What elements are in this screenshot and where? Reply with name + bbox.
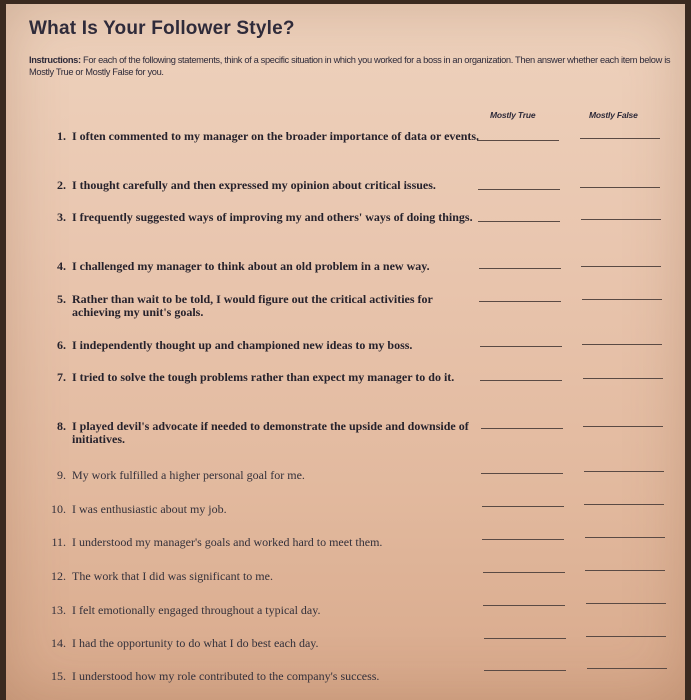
item-text: The work that I did was significant to me.: [72, 569, 273, 583]
item-number: 1.: [57, 129, 66, 143]
item-number: 15.: [51, 669, 66, 683]
item-number: 5.: [57, 292, 66, 306]
item-number: 3.: [57, 210, 66, 224]
item-text: I understood how my role contributed to the company's success.: [72, 669, 380, 683]
answer-blank-false-10[interactable]: [584, 504, 664, 505]
answer-blank-false-2[interactable]: [580, 187, 660, 188]
item-text: I challenged my manager to think about an old problem in a new way.: [72, 259, 430, 273]
item-text: Rather than wait to be told, I would figure out the critical activities for achieving my unit's goals.: [72, 292, 433, 319]
answer-blank-true-1[interactable]: [477, 140, 559, 141]
item-number: 14.: [51, 636, 66, 650]
item-number: 13.: [51, 603, 66, 617]
item-text: I was enthusiastic about my job.: [72, 502, 227, 516]
item-number: 4.: [57, 259, 66, 273]
item-number: 11.: [51, 535, 66, 549]
item-number: 2.: [57, 178, 66, 192]
item-text: I felt emotionally engaged throughout a typical day.: [72, 603, 321, 617]
answer-blank-true-10[interactable]: [482, 506, 564, 507]
answer-blank-true-8[interactable]: [481, 428, 563, 429]
instructions-label: Instructions:: [29, 55, 81, 65]
answer-blank-true-6[interactable]: [480, 346, 562, 347]
answer-blank-true-7[interactable]: [480, 380, 562, 381]
answer-blank-false-8[interactable]: [583, 426, 663, 427]
item-text: I tried to solve the tough problems rather than expect my manager to do it.: [72, 370, 455, 384]
column-header-mostly-true: Mostly True: [490, 110, 536, 120]
questionnaire-page: [6, 4, 685, 700]
answer-blank-false-14[interactable]: [586, 636, 666, 637]
answer-blank-false-11[interactable]: [585, 537, 665, 538]
item-number: 10.: [51, 502, 66, 516]
item-text: I had the opportunity to do what I do best each day.: [72, 636, 319, 650]
item-text: I often commented to my manager on the broader importance of data or events.: [72, 129, 480, 143]
answer-blank-false-7[interactable]: [583, 378, 663, 379]
answer-blank-true-14[interactable]: [484, 638, 566, 639]
answer-blank-true-2[interactable]: [478, 189, 560, 190]
item-text: I played devil's advocate if needed to demonstrate the upside and downside of initiatives.: [72, 419, 469, 446]
answer-blank-true-4[interactable]: [479, 268, 561, 269]
item-text: I independently thought up and championed new ideas to my boss.: [72, 338, 413, 352]
item-number: 7.: [57, 370, 66, 384]
answer-blank-false-1[interactable]: [580, 138, 660, 139]
answer-blank-true-11[interactable]: [482, 539, 564, 540]
answer-blank-true-5[interactable]: [479, 301, 561, 302]
item-number: 9.: [57, 468, 66, 482]
item-number: 6.: [57, 338, 66, 352]
answer-blank-true-12[interactable]: [483, 572, 565, 573]
answer-blank-true-3[interactable]: [478, 221, 560, 222]
answer-blank-false-12[interactable]: [585, 570, 665, 571]
item-text: I frequently suggested ways of improving my and others' ways of doing things.: [72, 210, 473, 224]
answer-blank-true-13[interactable]: [483, 605, 565, 606]
item-text: I thought carefully and then expressed my opinion about critical issues.: [72, 178, 436, 192]
item-number: 12.: [51, 569, 66, 583]
answer-blank-false-3[interactable]: [581, 219, 661, 220]
item-text: I understood my manager's goals and worked hard to meet them.: [72, 535, 383, 549]
instructions: [29, 54, 679, 78]
answer-blank-true-9[interactable]: [481, 473, 563, 474]
answer-blank-false-5[interactable]: [582, 299, 662, 300]
answer-blank-false-6[interactable]: [582, 344, 662, 345]
instructions-text: For each of the following statements, think of a specific situation in which you worked for a boss in an organization. Then answer whether each item below is Mostly True or Mostly False for you.: [29, 55, 671, 77]
item-text: My work fulfilled a higher personal goal for me.: [72, 468, 305, 482]
answer-blank-true-15[interactable]: [484, 670, 566, 671]
item-number: 8.: [57, 419, 66, 433]
page-title: What Is Your Follower Style?: [29, 18, 295, 39]
answer-blank-false-13[interactable]: [586, 603, 666, 604]
answer-blank-false-9[interactable]: [584, 471, 664, 472]
answer-blank-false-4[interactable]: [581, 266, 661, 267]
column-header-mostly-false: Mostly False: [589, 110, 638, 120]
answer-blank-false-15[interactable]: [587, 668, 667, 669]
